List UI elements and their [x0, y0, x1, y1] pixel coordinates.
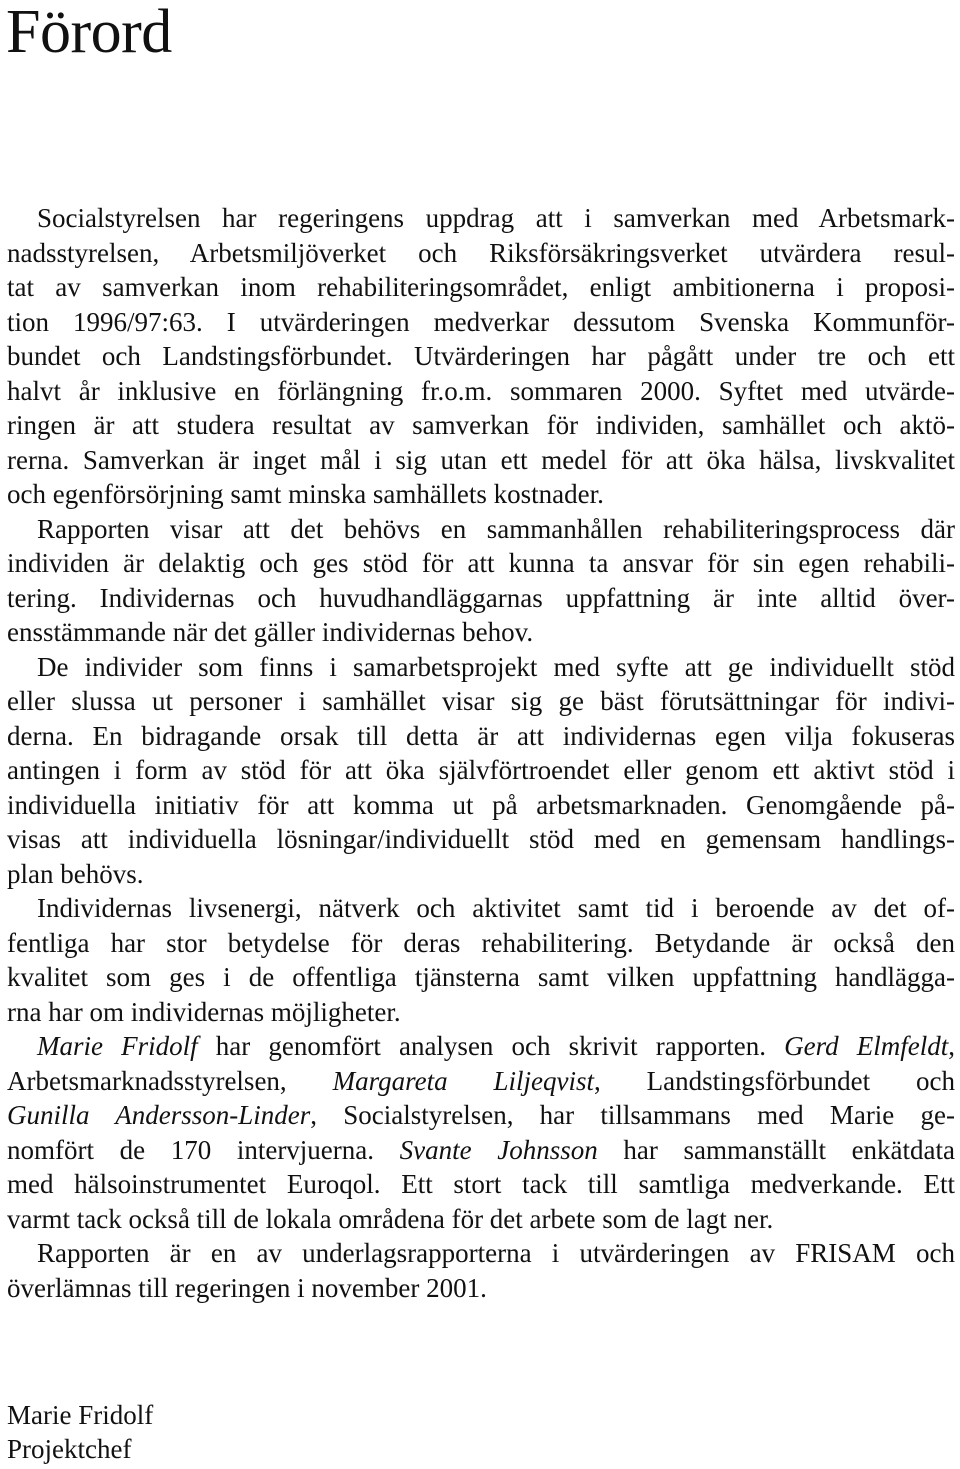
text-line: tat av samverkan inom rehabiliteringsområdet, enligt ambitionerna i proposi- [7, 272, 955, 302]
credits-line: nomfört de 170 intervjuerna. Svante Johnsson har sammanställt enkätdata [7, 1134, 956, 1165]
signature-name: Marie Fridolf [7, 1400, 154, 1430]
credits-line: varmt tack också till de lokala områdena för det arbete som de lagt ner. [7, 1203, 774, 1234]
credits-line: Arbetsmarknadsstyrelsen, Margareta Liljeqvist, Landstingsförbundet och [7, 1065, 955, 1096]
text-line: ringen är att studera resultat av samverkan för individen, samhället och aktö- [7, 410, 955, 440]
text-line: bundet och Landstingsförbundet. Utvärderingen har pågått under tre och ett [7, 341, 955, 371]
text-line: individen är delaktig och ges stöd för att kunna ta ansvar för sin egen rehabili- [7, 548, 955, 578]
person-name: Gerd Elmfeldt [784, 1031, 949, 1061]
text-line: halvt år inklusive en förlängning fr.o.m. sommaren 2000. Syftet med utvärde- [7, 375, 955, 406]
text-line: Socialstyrelsen har regeringens uppdrag att i samverkan med Arbetsmark- [37, 203, 955, 233]
text-line: Individernas livsenergi, nätverk och aktivitet samt tid i beroende av det of- [37, 893, 955, 923]
text-line: visas att individuella lösningar/individuellt stöd med en gemensam handlings- [7, 824, 955, 854]
text-line: individuella initiativ för att komma ut på arbetsmarknaden. Genomgående på- [7, 789, 955, 820]
text-line: överlämnas till regeringen i november 2001. [7, 1272, 487, 1303]
text-line: kvalitet som ges i de offentliga tjänsterna samt vilken uppfattning handlägga- [7, 962, 955, 992]
person-name: Svante Johnsson [399, 1134, 598, 1165]
text-line: fentliga har stor betydelse för deras rehabilitering. Betydande är också den [7, 927, 955, 958]
text-line: ensstämmande när det gäller individernas behov. [7, 617, 534, 647]
text-line: derna. En bidragande orsak till detta är att individernas egen vilja fokuseras [7, 720, 955, 751]
person-name: Gunilla Andersson-Linder [7, 1100, 311, 1130]
text-line: rna har om individernas möjligheter. [7, 996, 401, 1027]
page-title: Förord [6, 0, 172, 66]
signature-role: Projektchef [7, 1434, 132, 1464]
text-line: tion 1996/97:63. I utvärderingen medverkar dessutom Svenska Kommunför- [7, 306, 955, 337]
text-line: tering. Individernas och huvudhandläggarnas uppfattning är inte alltid över- [7, 582, 955, 613]
text-line: Rapporten visar att det behövs en sammanhållen rehabiliteringsprocess där [37, 513, 955, 544]
signature [7, 1398, 153, 1466]
credits-line: Gunilla Andersson-Linder, Socialstyrelsen, har tillsammans med Marie ge- [7, 1100, 956, 1130]
text-line: rerna. Samverkan är inget mål i sig utan ett medel för att öka hälsa, livskvalitet [7, 444, 955, 475]
text-line: De individer som finns i samarbetsprojekt med syfte att ge individuellt stöd [37, 651, 955, 682]
text-line: antingen i form av stöd för att öka självförtroendet eller genom ett aktivt stöd i [7, 755, 955, 785]
text-line: och egenförsörjning samt minska samhällets kostnader. [7, 479, 604, 509]
credits-line: med hälsoinstrumentet Euroqol. Ett stort tack till samtliga medverkande. Ett [7, 1169, 955, 1199]
person-name: Margareta Liljeqvist [332, 1065, 594, 1096]
foreword-body [7, 201, 955, 1305]
text-line: nadsstyrelsen, Arbetsmiljöverket och Riksförsäkringsverket utvärdera resul- [7, 237, 955, 268]
text-line: eller slussa ut personer i samhället visar sig ge bäst förutsättningar för indivi- [7, 686, 955, 716]
text-line: Rapporten är en av underlagsrapporterna i utvärderingen av FRISAM och [37, 1238, 955, 1268]
person-name: Marie Fridolf [37, 1031, 198, 1061]
text-line: plan behövs. [7, 858, 144, 889]
credits-line: Marie Fridolf har genomfört analysen och skrivit rapporten. Gerd Elmfeldt, [37, 1031, 956, 1061]
